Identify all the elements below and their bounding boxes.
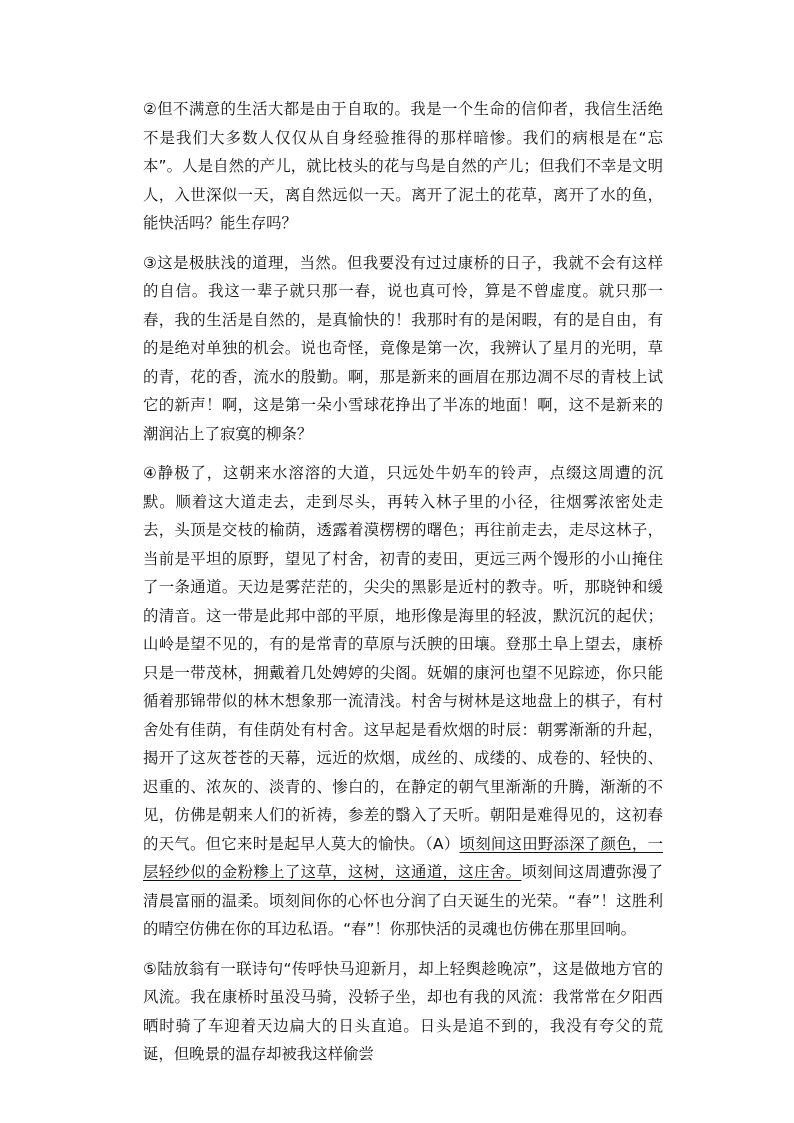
paragraph-2: [143, 95, 663, 238]
paragraph-4-underlined-sentence-a: 顷刻间这田野添深了颜色，一层轻纱似的金粉糁上了这草，这树，这通道，这庄舍。: [143, 834, 663, 881]
paragraph-4-text-b: 顷刻间这周遭弥漫了清晨富丽的温柔。顷刻间你的心怀也分润了白天诞生的光荣。“春”！这胜利的晴空仿佛在你的耳边私语。“春”！你那快活的灵魂也仿佛在那里回响。: [143, 863, 663, 938]
document-page: [143, 95, 663, 1080]
paragraph-4-text-a: ④静极了，这朝来水溶溶的大道，只远处牛奶车的铃声，点缀这周遭的沉默。顺着这大道走去，走到尽头，再转入林子里的小径，往烟雾浓密处走去，头顶是交枝的榆荫，透露着漠楞楞的曙色；再往前走去，走尽这林子，当前是平坦的原野，望见了村舍，初青的麦田，更远三两个馒形的小山掩住了一条通道。天边是雾茫茫的，尖尖的黑影是近村的教寺。听，那晓钟和缓的清音。这一带是此邦中部的平原，地形像是海里的轻波，默沉沉的起伏；山岭是望不见的，有的是常青的草原与沃腴的田壤。登那土阜上望去，康桥只是一带茂林，拥戴着几处娉婷的尖阁。妩媚的康河也望不见踪迹，你只能循着那锦带似的林木想象那一流清浅。村舍与树林是这地盘上的棋子，有村舍处有佳荫，有佳荫处有村舍。这早起是看炊烟的时辰：朝雾渐渐的升起，揭开了这灰苍苍的天幕，远近的炊烟，成丝的、成缕的、成卷的、轻快的、迟重的、浓灰的、淡青的、惨白的，在静定的朝气里渐渐的升腾，渐渐的不见，仿佛是朝来人们的祈祷，参差的翳入了天听。朝阳是难得见的，这初春的天气。但它来时是起早人莫大的愉快。（A）: [143, 464, 663, 853]
paragraph-3-text: ③这是极肤浅的道理，当然。但我要没有过过康桥的日子，我就不会有这样的自信。我这一辈子就只那一春，说也真可怜，算是不曾虚度。就只那一春，我的生活是自然的，是真愉快的！我那时有的是闲暇，有的是自由，有的是绝对单独的机会。说也奇怪，竟像是第一次，我辨认了星月的光明，草的青，花的香，流水的殷勤。啊，那是新来的画眉在那边凋不尽的青枝上试它的新声！啊，这是第一朵小雪球花挣出了半冻的地面！啊，这不是新来的潮润沾上了寂寞的柳条？: [143, 253, 663, 443]
paragraph-3: [143, 249, 663, 449]
paragraph-5-text: ⑤陆放翁有一联诗句“传呼快马迎新月，却上轻舆趁晚凉”，这是做地方官的风流。我在康桥时虽没马骑，没轿子坐，却也有我的风流：我常常在夕阳西晒时骑了车迎着天边扁大的日头直追。日头是追不到的，我没有夸父的荒诞，但晚景的温存却被我这样偷尝: [143, 959, 663, 1063]
paragraph-4: [143, 459, 663, 944]
paragraph-5: [143, 955, 663, 1069]
paragraph-2-text: ②但不满意的生活大都是由于自取的。我是一个生命的信仰者，我信生活绝不是我们大多数人仅仅从自身经验推得的那样暗惨。我们的病根是在“忘本”。人是自然的产儿，就比枝头的花与鸟是自然的产儿；但我们不幸是文明人，入世深似一天，离自然远似一天。离开了泥土的花草，离开了水的鱼，能快活吗？能生存吗？: [143, 100, 663, 232]
